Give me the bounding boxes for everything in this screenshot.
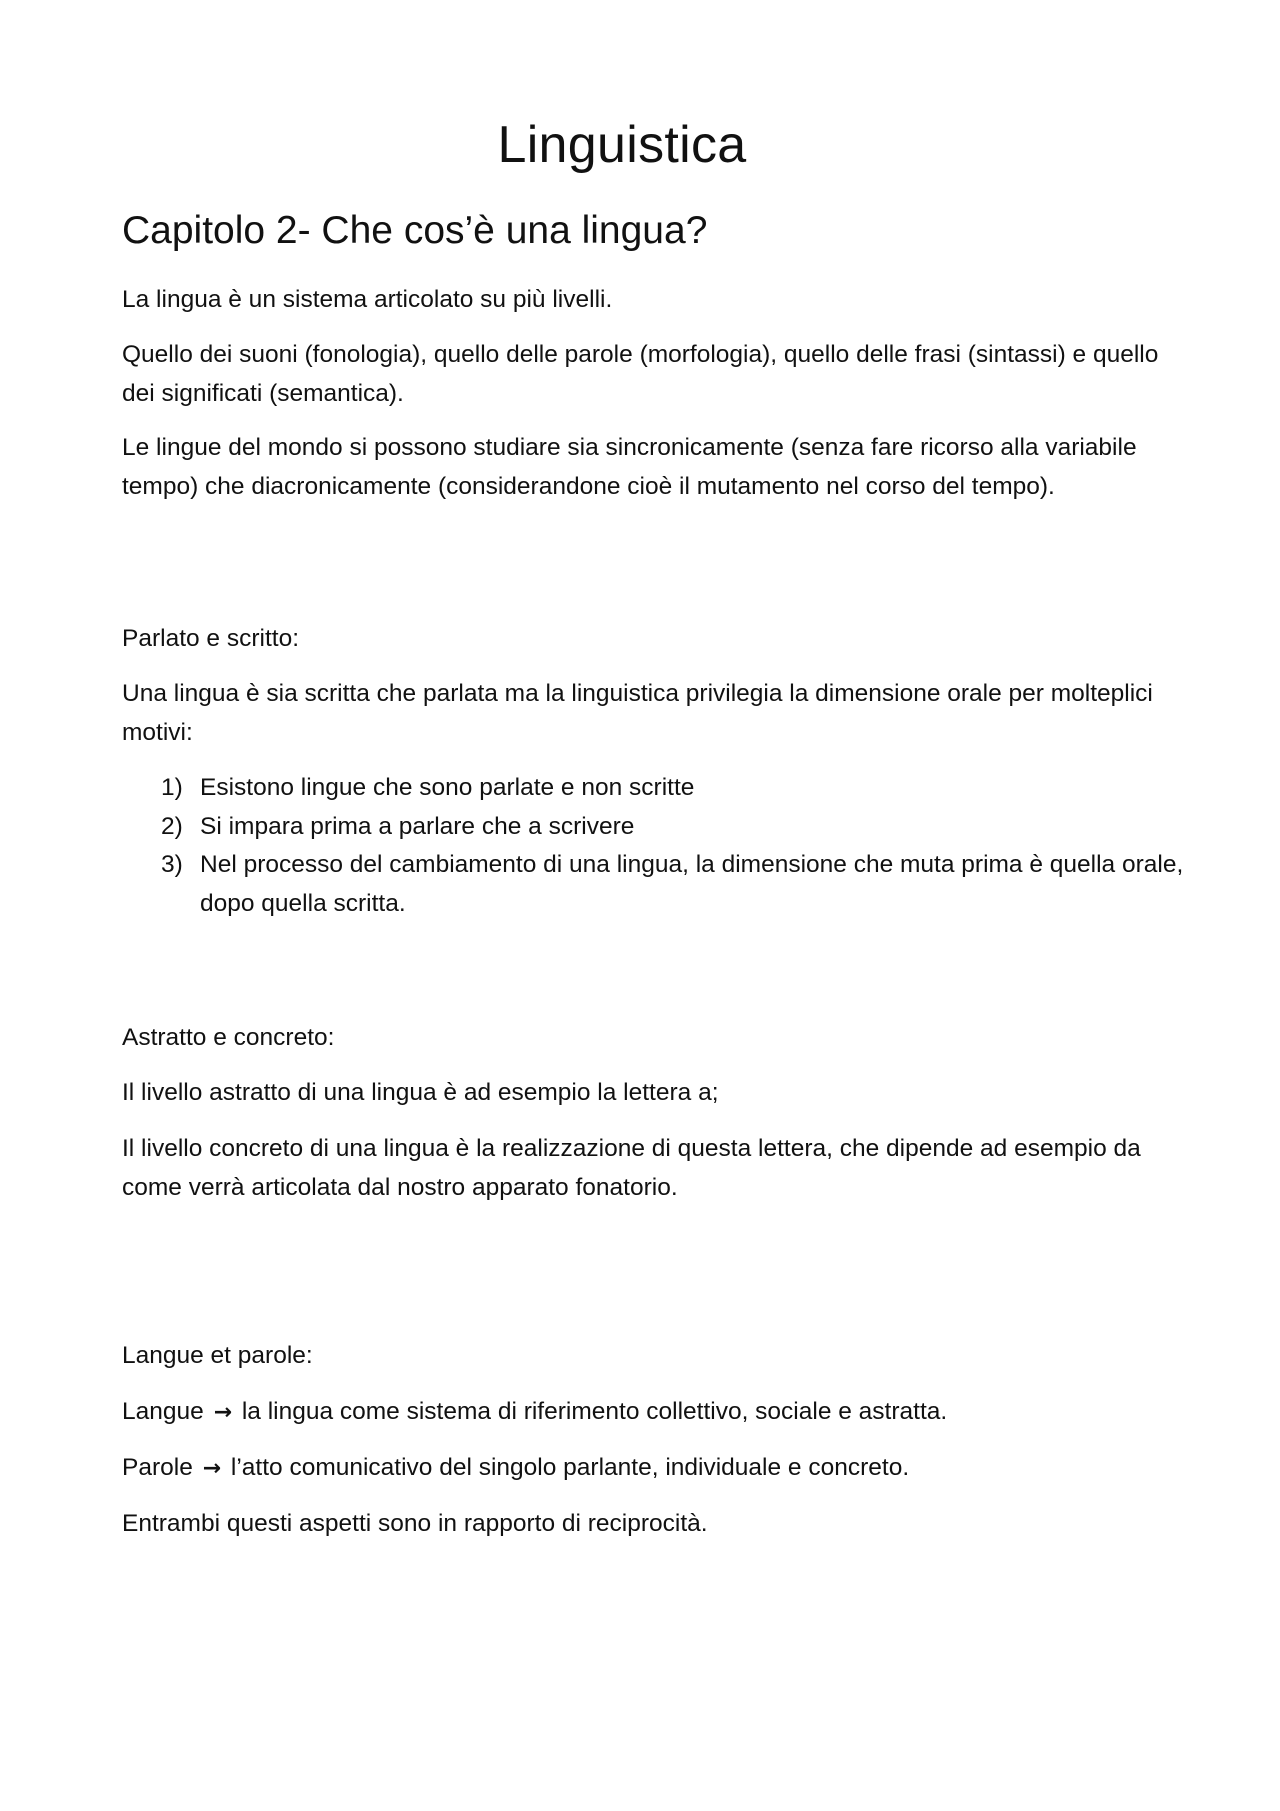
term-parole: Parole xyxy=(122,1454,193,1481)
list-item xyxy=(122,846,1197,923)
paragraph-study: Le lingue del mondo si possono studiare sia sincronicamente (senza fare ricorso alla variabile tempo) che diacronicamente (considerandone cioè il mutamento nel corso del tempo). xyxy=(122,434,1137,500)
paragraph-astratto: Il livello astratto di una lingua è ad esempio la lettera a; xyxy=(122,1079,719,1106)
paragraph-parole xyxy=(122,1449,1197,1489)
section-heading-astratto: Astratto e concreto: xyxy=(122,1024,335,1051)
document-title: Linguistica xyxy=(497,116,747,174)
list-item-number: 3) xyxy=(161,851,183,878)
right-arrow-icon: → xyxy=(202,1456,222,1481)
list-item-number: 2) xyxy=(161,812,183,840)
paragraph-levels: Quello dei suoni (fonologia), quello delle parole (morfologia), quello delle frasi (sintassi) e quello dei significati (semantica). xyxy=(122,341,1159,407)
reasons-list xyxy=(122,769,1197,923)
term-langue: Langue xyxy=(122,1398,204,1425)
list-item xyxy=(122,769,1197,808)
list-item xyxy=(122,808,1197,847)
list-item-text: Si impara prima a parlare che a scrivere xyxy=(200,812,635,840)
paragraph-parlato-intro: Una lingua è sia scritta che parlata ma la linguistica privilegia la dimensione orale per molteplici motivi: xyxy=(122,680,1153,746)
paragraph-conclusion: Entrambi questi aspetti sono in rapporto di reciprocità. xyxy=(122,1510,708,1537)
list-item-text: Esistono lingue che sono parlate e non scritte xyxy=(200,774,695,801)
section-heading-langue: Langue et parole: xyxy=(122,1342,313,1369)
chapter-heading: Capitolo 2- Che cos’è una lingua? xyxy=(122,209,708,252)
list-item-text: Nel processo del cambiamento di una lingua, la dimensione che muta prima è quella orale, dopo quella scritta. xyxy=(200,851,1184,917)
right-arrow-icon: → xyxy=(213,1400,233,1425)
paragraph-definition: La lingua è un sistema articolato su più livelli. xyxy=(122,286,613,313)
paragraph-concreto: Il livello concreto di una lingua è la realizzazione di questa lettera, che dipende ad esempio da come verrà articolata dal nostro apparato fonatorio. xyxy=(122,1135,1141,1201)
definition-parole: l’atto comunicativo del singolo parlante, individuale e concreto. xyxy=(230,1454,910,1481)
paragraph-langue xyxy=(122,1393,1197,1433)
section-heading-parlato: Parlato e scritto: xyxy=(122,625,300,652)
list-item-number: 1) xyxy=(161,774,183,801)
definition-langue: la lingua come sistema di riferimento collettivo, sociale e astratta. xyxy=(241,1398,948,1425)
